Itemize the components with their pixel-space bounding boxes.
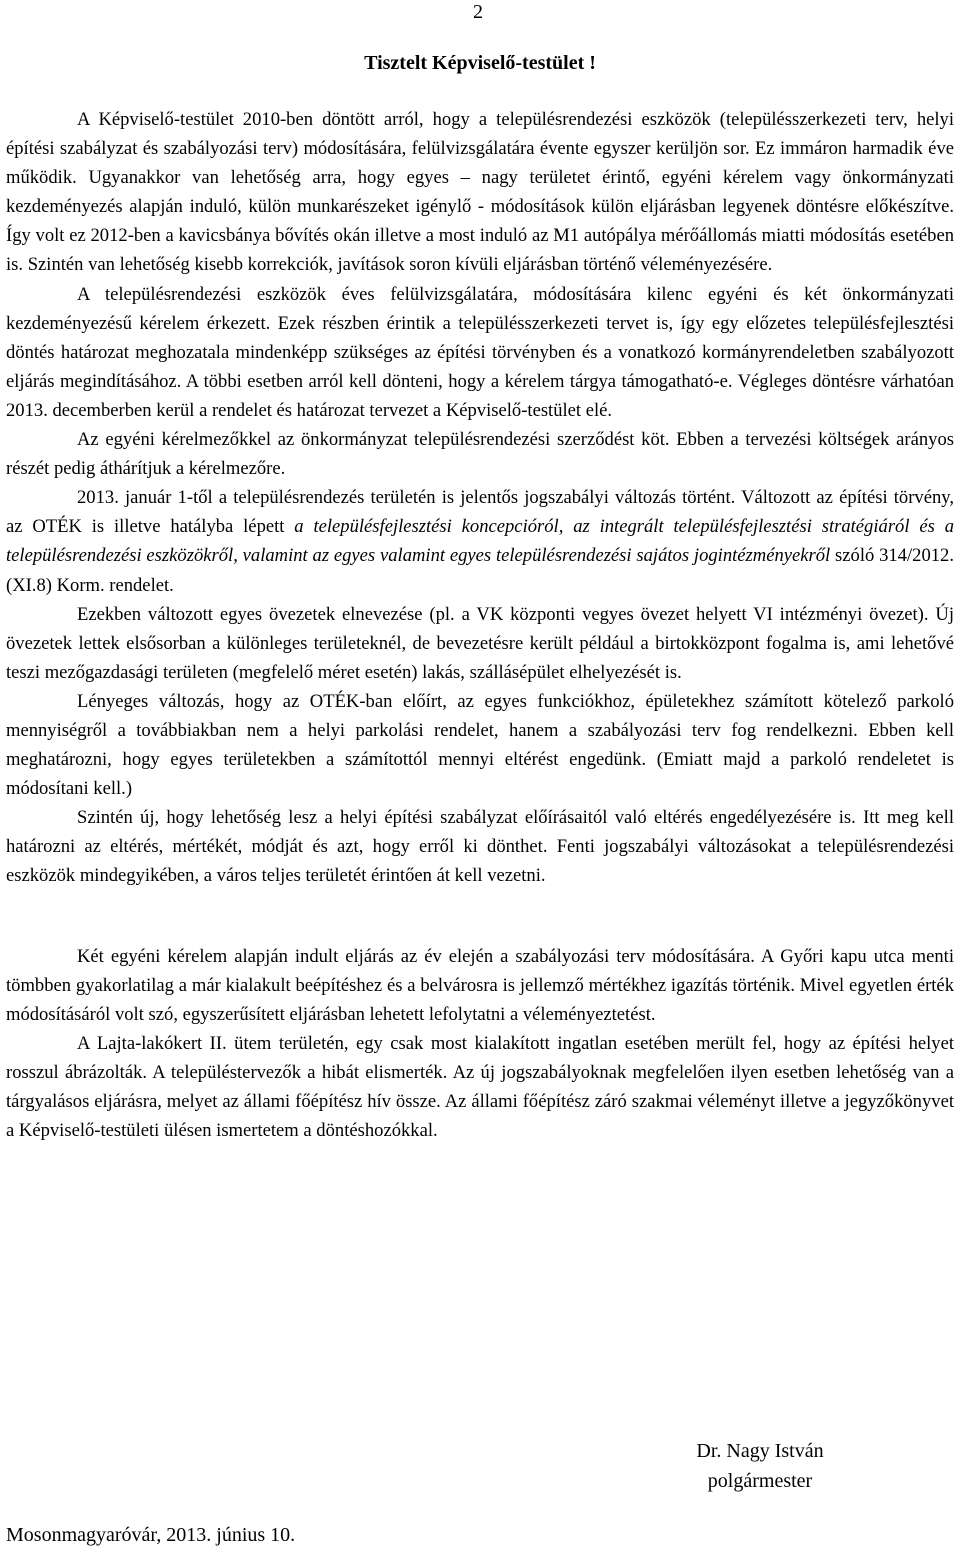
paragraph-plan-review: A Képviselő-testület 2010-ben döntött arról, hogy a településrendezési eszközök (településszerkezeti terv, helyi építési szabályzat és szabályozási terv) módosítására, felülvizsgálatára évente egyszer kerüljön sor. Ez immáron harmadik éve működik. Ugyanakkor van lehetőség arra, hogy egyes – nagy területet érintő, egyéni kérelem vagy önkormányzati kezdeményezés alapján induló, külön munkarészeket igénylő - módosítások külön eljárásban legyenek döntésre előkészítve. Így volt ez 2012-ben a kavicsbánya bővítés okán illetve a most induló az M1 autópálya mérőállomás miatti módosítás esetében is. Szintén van lehetőség kisebb korrekciók, javítások soron kívüli eljárásban történő véleményezésére. bbox=[6, 109, 954, 276]
paragraph-lajta-lakokert: A Lajta-lakókert II. ütem területén, egy csak most kialakított ingatlan esetében merült fel, hogy az építési helyet rosszul ábrázolták. A településtervezők a hibát elismerték. Az új jogszabályoknak megfelelően ilyen esetben lehetőség van a tárgyalásos eljárásra, melyet az állami főépítész hív össze. Az állami főépítész záró szakmai véleményt illetve a jegyzőkönyvet a Képviselő-testületi ülésen ismertetem a döntéshozókkal. bbox=[6, 1032, 954, 1142]
law-text-after: szóló 314/2012.(XI.8) Korm. rendelet. bbox=[6, 545, 954, 596]
paragraph-deviation: Szintén új, hogy lehetőség lesz a helyi építési szabályzat előírásaitól való eltérés engedélyezésére is. Itt meg kell határozni az eltérés, mértékét, módját és azt, hogy erről ki dönthet. Fenti jogszabályi változásokat a településrendezési eszközök mindegyikében, a város teljes területét érintően át kell vezetni. bbox=[6, 807, 954, 887]
letter-body bbox=[6, 105, 954, 1145]
law-title-italic: a településfejlesztési koncepcióról, az integrált településfejlesztési stratégiáról és a településrendezési eszközökről, valamint az egyes valamint egyes településrendezési sajátos jogintézményekről bbox=[6, 516, 954, 567]
place-and-date: Mosonmagyaróvár, 2013. június 10. bbox=[6, 1524, 296, 1546]
paragraph-zones: Ezekben változott egyes övezetek elnevezése (pl. a VK központi vegyes övezet helyett VI intézményi övezet). Új övezetek lettek elsősorban a különleges területeknél, de bevezetésre került például a birtokközpont fogalma is, ami lehetővé teszi mezőgazdasági területen (megfelelő méret esetén) lakás, szállásépület elhelyezését is. bbox=[6, 603, 954, 683]
page-number: 2 bbox=[473, 1, 483, 23]
paragraph-requests: A településrendezési eszközök éves felülvizsgálatára, módosítására kilenc egyéni és két önkormányzati kezdeményezésű kérelem érkezett. Ezek részben érintik a településszerkezeti tervet is, így egy előzetes településfejlesztési döntés határozat meghozatala mindenképp szükséges az építési törvényben és a vonatkozó kormányrendeletben szabályozott eljárás megindításához. A többi esetben arról kell dönteni, hogy a kérelem tárgya támogatható-e. Végleges döntésre várhatóan 2013. decemberben kerül a rendelet és határozat tervezet a Képviselő-testület elé. bbox=[6, 283, 954, 421]
salutation-heading: Tisztelt Képviselő-testület ! bbox=[364, 52, 596, 74]
paragraph-gap bbox=[6, 891, 954, 942]
signatory-title: polgármester bbox=[707, 1470, 813, 1492]
signature-block bbox=[660, 1436, 860, 1496]
paragraph-gyori-kapu: Két egyéni kérelem alapján indult eljárás az év elején a szabályozási terv módosítására. A Győri kapu utca menti tömbben gyakorlatilag a már kialakult beépítéshez és a belvárosra is jellemző mértékhez igazítás történik. Mivel egyetlen érték módosításáról volt szó, egyszerűsített eljárásban lehetett lefolytatni a véleményeztetést. bbox=[6, 945, 954, 1025]
paragraph-parking: Lényeges változás, hogy az OTÉK-ban előírt, az egyes funkciókhoz, épületekhez számított kötelező parkoló mennyiségről a továbbiakban nem a helyi parkolási rendelet, hanem a szabályozási terv fog rendelkezni. Ebben kell meghatározni, hogy egyes területekben a számítottól mennyi eltérést engedünk. (Emiatt majd a parkoló rendeletet is módosítani kell.) bbox=[6, 690, 954, 800]
paragraph-contracts: Az egyéni kérelmezőkkel az önkormányzat településrendezési szerződést köt. Ebben a tervezési költségek arányos részét pedig áthárítjuk a kérelmezőre. bbox=[6, 429, 954, 480]
law-text-before: 2013. január 1-től a településrendezés területén is jelentős jogszabályi változás történt. Változott az építési törvény, az OTÉK is illetve hatályba lépett bbox=[6, 487, 954, 538]
paragraph-law-change bbox=[6, 483, 954, 599]
signatory-name: Dr. Nagy István bbox=[696, 1440, 824, 1462]
